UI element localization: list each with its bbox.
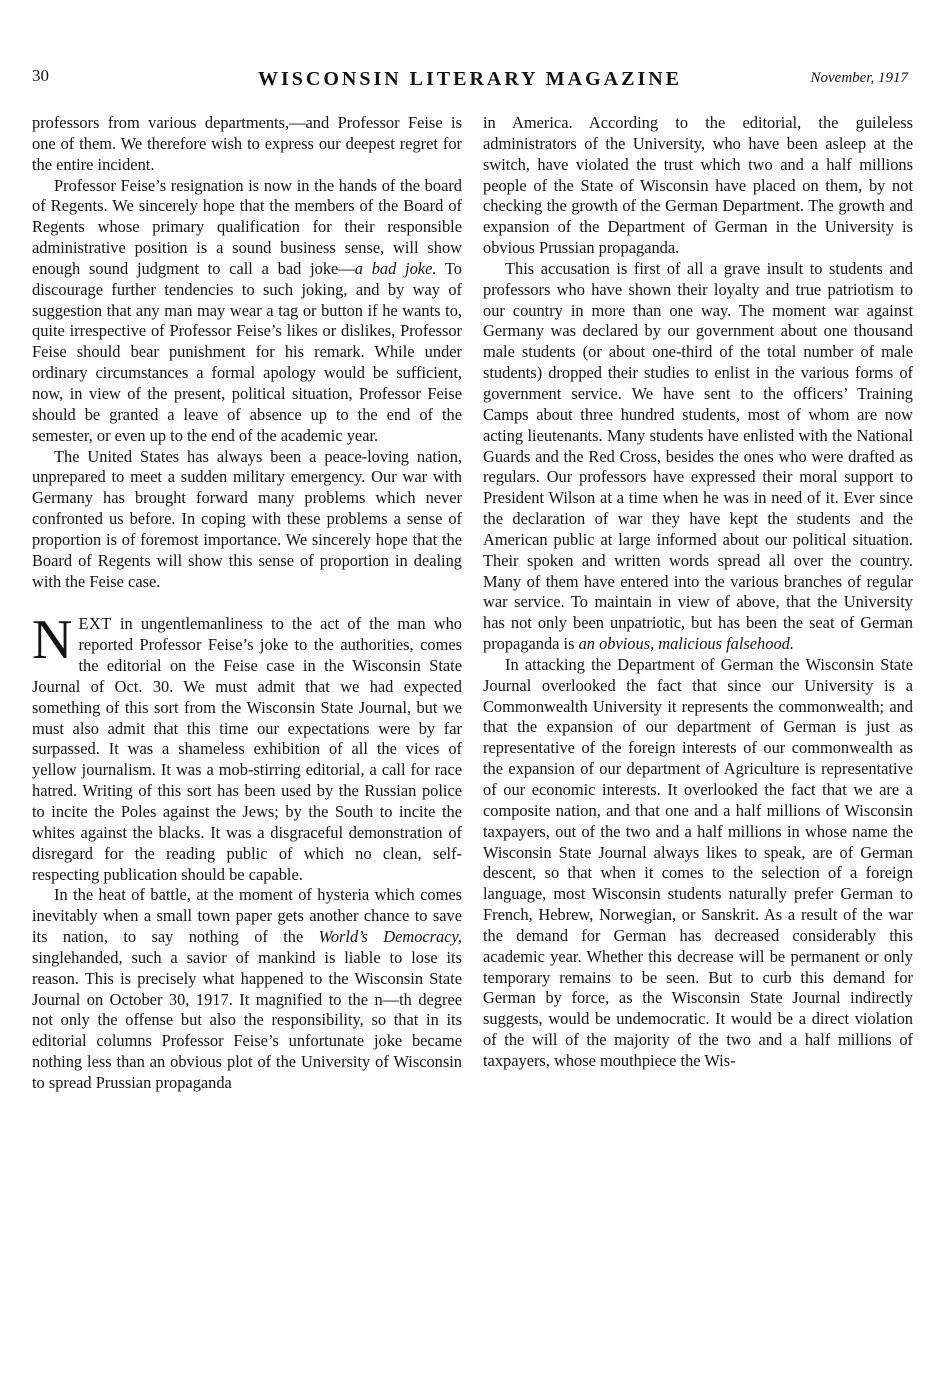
- paragraph: In attacking the Department of German the Wisconsin State Journal overlooked the fact that since our University is a Commonwealth University it represents the commonwealth; and that the expansion of our department of German is just as representative of the foreign interests of our commonwealth as the expansion of our department of Agriculture is representative of our economic interests. It overlooked the fact that we are a composite nation, and that one and a half millions of Wisconsin taxpayers, out of the two and a half millions in whose name the Wisconsin State Journal always likes to speak, are of German descent, so that when it comes to the selection of a foreign language, most Wisconsin students naturally prefer German to French, Hebrew, Norwegian, or Sanskrit. As a result of the war the demand for German has decreased considerably this academic year. Whether this decrease will be permanent or only temporary remains to be seen. But to curb this demand for German by force, as the Wisconsin State Journal indirectly suggests, would be undemocratic. It would be a direct violation of the will of the majority of the two and a half millions of taxpayers, whose mouthpiece the Wis-: [483, 654, 913, 1070]
- paragraph: The United States has always been a peace-loving nation, unprepared to meet a sudden military emergency. Our war with Germany has brought forward many problems which never confronted us before. In coping with these problems a sense of proportion is of foremost importance. We sincerely hope that the Board of Regents will show this sense of proportion in dealing with the Feise case.: [32, 446, 462, 591]
- paragraph: Professor Feise’s resignation is now in the hands of the board of Regents. We sincerely hope that the members of the Board of Regents whose primary qualification for their responsible administrative position is a sound business sense, will show enough sound judgment to call a bad joke—a bad joke. To discourage further tendencies to such joking, and by way of suggestion that any man may wear a tag or button if he wants to, quite irrespective of Professor Feise’s likes or dislikes, Professor Feise should bear punishment for his remark. While under ordinary circumstances a formal apology would be sufficient, now, in view of the present, political situation, Professor Feise should be granted a leave of absence up to the end of the semester, or even up to the end of the academic year.: [32, 175, 462, 445]
- paragraph: in America. According to the editorial, the guileless administrators of the University, who have been asleep at the switch, have violated the trust which two and a half millions people of the State of Wisconsin have placed on them, by not checking the growth of the German Department. The growth and expansion of the Department of German in the University is obvious Prussian propaganda.: [483, 113, 913, 258]
- paragraph: professors from various departments,—and Professor Feise is one of them. We therefore wish to express our deepest regret for the entire incident.: [32, 113, 462, 174]
- page-number: 30: [32, 66, 49, 85]
- issue-date: November, 1917: [810, 70, 908, 86]
- paragraph-dropcap: NEXT in ungentlemanliness to the act of the man who reported Professor Feise’s joke to the authorities, comes the editorial on the Feise case in the Wisconsin State Journal of Oct. 30. We must admit that we had expected something of this sort from the Wisconsin State Journal, but we must also admit that this time our expectations were by far surpassed. It was a shameless exhibition of all the vices of yellow journalism. It was a mob-stirring editorial, a call for race hatred. Writing of this sort has been used by the Russian police to incite the Poles against the Jews; by the South to incite the whites against the blacks. It was a disgraceful demonstration of disregard for the reading public of which no clean, self-respecting publication should be capable.: [32, 609, 462, 884]
- page-header: [32, 66, 908, 96]
- right-column: [483, 113, 913, 1363]
- drop-cap: N: [32, 609, 73, 672]
- paragraph: This accusation is first of all a grave insult to students and professors who have shown their loyalty and true patriotism to our country in more than one way. The moment war against Germany was declared by our government about one thousand male students (or about one-third of the total number of male students) dropped their studies to enlist in the various forms of government service. We have sent to the officers’ Training Camps about three hundred students, most of whom are now acting lieutenants. Many students have enlisted with the National Guards and the Red Cross, besides the ones who were drafted as regulars. Our professors have expressed their moral support to President Wilson at a time when he was in need of it. Ever since the declaration of war they have kept the students and the American public at large informed about our political situation. Their spoken and written words spread all over the country. Many of them have entered into the various branches of regular war service. To maintain in view of above, that the University has not only been unpatriotic, but has been the seat of German propaganda is an obvious, malicious falsehood.: [483, 258, 913, 654]
- paragraph: In the heat of battle, at the moment of hysteria which comes inevitably when a small town paper gets another chance to save its nation, to say nothing of the World’s Democracy, singlehanded, such a savior of mankind is liable to lose its reason. This is precisely what happened to the Wisconsin State Journal on October 30, 1917. It magnified to the n—th degree not only the offense but also the responsibility, so that in its editorial columns Professor Feise’s unfortunate joke became nothing less than an obvious plot of the University of Wisconsin to spread Prussian propaganda: [32, 885, 462, 1092]
- left-column: [32, 113, 462, 1363]
- magazine-title: WISCONSIN LITERARY MAGAZINE: [257, 68, 683, 90]
